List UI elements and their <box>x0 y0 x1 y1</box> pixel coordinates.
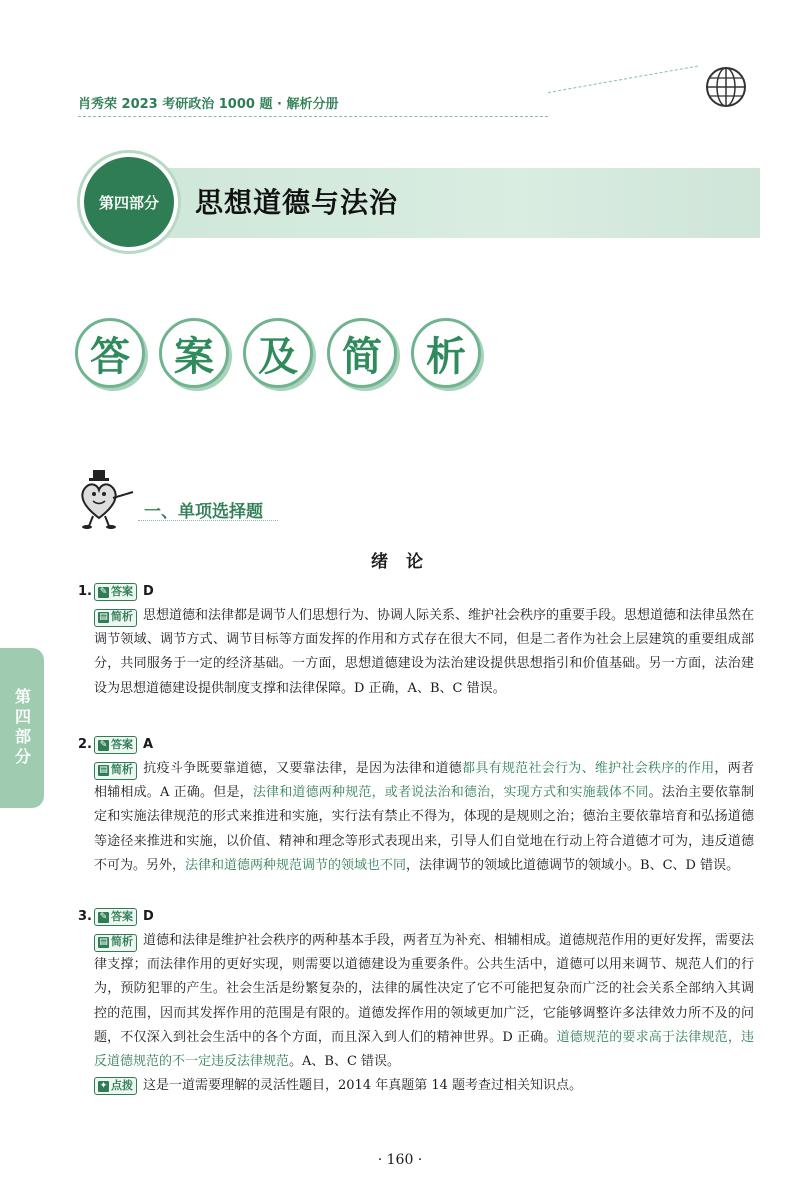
running-header: 肖秀荣 2023 考研政治 1000 题 · 解析分册 <box>78 97 339 112</box>
tip-tag: ✦ 点拨 <box>94 1077 137 1095</box>
analysis-tag: ▤ 简析 <box>94 762 137 780</box>
question-block <box>78 733 754 878</box>
page-number: · 160 · <box>377 1152 423 1168</box>
part-title: 思想道德与法治 <box>195 186 399 219</box>
highlight-text: 法律和道德两种规范调节的领域也不同 <box>185 857 407 873</box>
heading-char: 简 <box>327 318 397 388</box>
question-block <box>78 905 754 1098</box>
question-number: 2. <box>78 736 92 752</box>
tip-line <box>78 1074 754 1098</box>
answer-value: A <box>143 736 154 752</box>
pencil-icon: ✎ <box>99 586 108 597</box>
book-icon: ▤ <box>99 937 108 947</box>
analysis-text: 思想道德和法律都是调节人们思想行为、协调人际关系、维护社会秩序的重要手段。思想道德和法律虽然在调节领域、调节方式、调节目标等方面发挥的作用和方式存在很大不同，但是二者作为社会上层建筑的重要组成部分，共同服务于一定的经济基础。一方面，思想道德建设为法治建设提供思想指引和价值基础。另一方面，法治建设为思想道德建设提供制度支撑和法律保障。D 正确，A、B、C 错误。 <box>94 608 755 696</box>
answers-heading <box>75 318 495 398</box>
answer-value: D <box>143 908 154 924</box>
answer-tag: ✎ 答案 <box>94 583 137 601</box>
header-divider <box>78 116 548 117</box>
question-block <box>78 580 754 701</box>
heart-mascot-icon <box>75 468 137 530</box>
analysis-text: 道德和法律是维护社会秩序的两种基本手段，两者互为补充、相辅相成。道德规范作用的更好发挥，需要法律支撑；而法律作用的更好实现，则需要以道德建设为重要条件。公共生活中，道德可以用来调节、规范人们的行为，预防犯罪的产生。社会生活是纷繁复杂的，法律的属性决定了它不可能把复杂而广泛的社会关系全部纳入其调控的范围，因而其发挥作用的范围是有限的。道德发挥作用的领域更加广泛，它能够调整许多法律效力所不及的问题，不仅深入到社会生活中的各个方面，而且深入到人们的精神世界。D 正确。 <box>94 933 755 1045</box>
chapter-subtitle: 绪 论 <box>371 552 429 572</box>
analysis-tag: ▤ 简析 <box>94 609 137 627</box>
answer-value: D <box>143 583 154 599</box>
highlight-text: 法律和道德两种规范，或者说法治和德治，实现方式和实施载体不同 <box>252 785 649 801</box>
heading-char: 案 <box>159 318 229 388</box>
analysis-text: ，法律调节的领域比道德调节的领域小。B、C、D 错误。 <box>406 857 740 873</box>
section-underline <box>138 520 278 521</box>
answer-tag: ✎ 答案 <box>94 736 137 754</box>
heading-char: 及 <box>243 318 313 388</box>
globe-icon <box>705 66 747 108</box>
analysis-text: 。A、B、C 错误。 <box>289 1054 401 1070</box>
pencil-icon: ✎ <box>99 911 108 922</box>
highlight-text: 都具有规范社会行为、维护社会秩序的作用 <box>462 761 715 776</box>
analysis-tag: ▤ 简析 <box>94 934 137 952</box>
part-badge: 第四部分 <box>84 157 174 247</box>
book-icon: ▤ <box>99 612 108 622</box>
lightbulb-icon: ✦ <box>99 1080 108 1091</box>
question-number: 3. <box>78 908 92 924</box>
analysis-text: 抗疫斗争既要靠道德，又要靠法律，是因为法律和道德 <box>143 761 463 776</box>
header-divider-slant <box>548 66 698 117</box>
analysis-paragraph <box>78 604 754 701</box>
analysis-paragraph <box>78 929 754 1074</box>
analysis-text: 。法治主要依靠制定和实施法律规范的形式来推进和实施，实行法有禁止不得为，体现的是规则之治；德治主要依靠培育和弘扬道德等途径来推进和实施，以价值、精神和理念等形式表现出来，引导人们自觉地在行动上符合道德才可为，违反道德不可为。另外， <box>94 785 754 873</box>
book-icon: ▤ <box>99 765 108 775</box>
heading-char: 答 <box>75 318 145 388</box>
heading-char: 析 <box>411 318 481 388</box>
highlight-text: 道德规范的要求高于法律规范，违反道德规范的不一定违反法律规范 <box>94 1029 754 1070</box>
tip-text: 这是一道需要理解的灵活性题目，2014 年真题第 14 题考查过相关知识点。 <box>143 1078 583 1094</box>
question-number: 1. <box>78 583 92 599</box>
pencil-icon: ✎ <box>99 739 108 750</box>
side-tab: 第四部分 <box>0 648 44 808</box>
analysis-paragraph <box>78 757 754 878</box>
section-title: 一、单项选择题 <box>144 502 263 522</box>
analysis-text: ，两者相辅相成。A 正确。但是， <box>94 761 754 801</box>
answer-tag: ✎ 答案 <box>94 908 137 926</box>
